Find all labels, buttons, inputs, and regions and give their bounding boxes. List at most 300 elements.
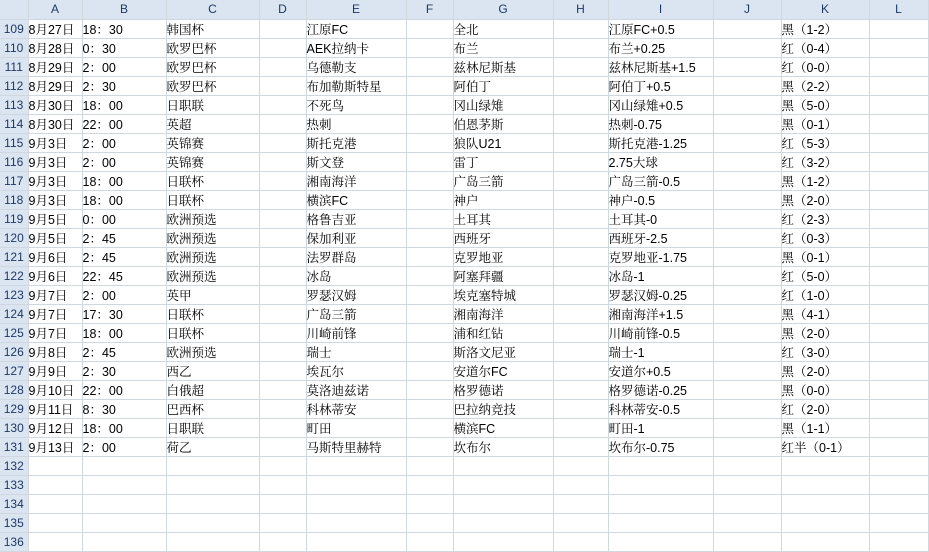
cell-home-team[interactable]: 川崎前锋 — [306, 323, 406, 342]
cell-league[interactable]: 韩国杯 — [166, 19, 259, 38]
column-header-j[interactable]: J — [713, 0, 781, 19]
cell-league[interactable]: 日职联 — [166, 95, 259, 114]
cell-l[interactable] — [869, 171, 928, 190]
cell-l[interactable] — [869, 266, 928, 285]
cell-j[interactable] — [713, 228, 781, 247]
cell-away-team[interactable]: 安道尔FC — [453, 361, 553, 380]
cell-f[interactable] — [406, 95, 453, 114]
cell-d[interactable] — [259, 76, 306, 95]
cell-time[interactable]: 18：30 — [82, 19, 166, 38]
cell-l[interactable] — [869, 76, 928, 95]
cell-l[interactable] — [869, 342, 928, 361]
cell-league[interactable]: 巴西杯 — [166, 399, 259, 418]
cell-handicap[interactable] — [608, 475, 713, 494]
table-row[interactable] — [0, 114, 928, 133]
cell-h[interactable] — [553, 247, 608, 266]
row-header[interactable]: 131 — [0, 437, 28, 456]
row-header[interactable]: 127 — [0, 361, 28, 380]
cell-l[interactable] — [869, 304, 928, 323]
cell-league[interactable]: 西乙 — [166, 361, 259, 380]
cell-date[interactable]: 8月29日 — [28, 76, 82, 95]
column-header-k[interactable]: K — [781, 0, 869, 19]
cell-time[interactable]: 22：45 — [82, 266, 166, 285]
cell-away-team[interactable]: 神户 — [453, 190, 553, 209]
cell-date[interactable]: 8月29日 — [28, 57, 82, 76]
cell-time[interactable] — [82, 475, 166, 494]
cell-h[interactable] — [553, 532, 608, 551]
cell-handicap[interactable]: 广岛三箭-0.5 — [608, 171, 713, 190]
cell-handicap[interactable] — [608, 513, 713, 532]
cell-f[interactable] — [406, 228, 453, 247]
cell-home-team[interactable]: 布加勒斯特星 — [306, 76, 406, 95]
cell-f[interactable] — [406, 285, 453, 304]
cell-l[interactable] — [869, 19, 928, 38]
cell-handicap[interactable]: 安道尔+0.5 — [608, 361, 713, 380]
cell-result[interactable]: 红（2-0） — [781, 399, 869, 418]
cell-date[interactable]: 9月7日 — [28, 304, 82, 323]
cell-d[interactable] — [259, 152, 306, 171]
cell-date[interactable]: 9月3日 — [28, 171, 82, 190]
column-header-a[interactable]: A — [28, 0, 82, 19]
cell-h[interactable] — [553, 152, 608, 171]
cell-d[interactable] — [259, 418, 306, 437]
cell-f[interactable] — [406, 171, 453, 190]
cell-d[interactable] — [259, 456, 306, 475]
table-row[interactable] — [0, 171, 928, 190]
cell-f[interactable] — [406, 380, 453, 399]
cell-home-team[interactable]: 町田 — [306, 418, 406, 437]
cell-h[interactable] — [553, 228, 608, 247]
cell-time[interactable]: 18：00 — [82, 95, 166, 114]
cell-away-team[interactable]: 格罗德诺 — [453, 380, 553, 399]
cell-away-team[interactable]: 克罗地亚 — [453, 247, 553, 266]
cell-result[interactable]: 红（0-0） — [781, 57, 869, 76]
cell-home-team[interactable]: 江原FC — [306, 19, 406, 38]
cell-result[interactable] — [781, 456, 869, 475]
cell-home-team[interactable] — [306, 494, 406, 513]
table-row[interactable] — [0, 266, 928, 285]
cell-l[interactable] — [869, 399, 928, 418]
cell-h[interactable] — [553, 209, 608, 228]
cell-result[interactable]: 红（2-3） — [781, 209, 869, 228]
cell-f[interactable] — [406, 342, 453, 361]
cell-time[interactable]: 2：45 — [82, 342, 166, 361]
cell-time[interactable]: 18：00 — [82, 190, 166, 209]
cell-l[interactable] — [869, 228, 928, 247]
table-row[interactable] — [0, 475, 928, 494]
cell-date[interactable]: 9月3日 — [28, 133, 82, 152]
cell-away-team[interactable]: 湘南海洋 — [453, 304, 553, 323]
cell-time[interactable]: 2：00 — [82, 57, 166, 76]
cell-l[interactable] — [869, 152, 928, 171]
cell-home-team[interactable]: 罗瑟汉姆 — [306, 285, 406, 304]
cell-j[interactable] — [713, 304, 781, 323]
cell-away-team[interactable]: 布兰 — [453, 38, 553, 57]
cell-f[interactable] — [406, 494, 453, 513]
cell-l[interactable] — [869, 190, 928, 209]
cell-time[interactable]: 2：45 — [82, 247, 166, 266]
cell-handicap[interactable]: 2.75大球 — [608, 152, 713, 171]
cell-league[interactable]: 欧洲预选 — [166, 209, 259, 228]
cell-d[interactable] — [259, 171, 306, 190]
cell-result[interactable]: 红（5-0） — [781, 266, 869, 285]
cell-home-team[interactable]: 莫洛迪兹诺 — [306, 380, 406, 399]
cell-l[interactable] — [869, 475, 928, 494]
cell-home-team[interactable]: 湘南海洋 — [306, 171, 406, 190]
cell-d[interactable] — [259, 133, 306, 152]
cell-result[interactable]: 黑（5-0） — [781, 95, 869, 114]
cell-away-team[interactable]: 斯洛文尼亚 — [453, 342, 553, 361]
cell-j[interactable] — [713, 133, 781, 152]
cell-l[interactable] — [869, 361, 928, 380]
cell-home-team[interactable]: 横滨FC — [306, 190, 406, 209]
cell-date[interactable]: 9月3日 — [28, 190, 82, 209]
cell-result[interactable]: 红（3-2） — [781, 152, 869, 171]
cell-handicap[interactable]: 布兰+0.25 — [608, 38, 713, 57]
cell-result[interactable] — [781, 475, 869, 494]
table-row[interactable] — [0, 38, 928, 57]
cell-l[interactable] — [869, 114, 928, 133]
cell-home-team[interactable]: 斯托克港 — [306, 133, 406, 152]
cell-j[interactable] — [713, 266, 781, 285]
cell-date[interactable] — [28, 456, 82, 475]
cell-home-team[interactable]: 不死鸟 — [306, 95, 406, 114]
cell-l[interactable] — [869, 494, 928, 513]
cell-l[interactable] — [869, 95, 928, 114]
cell-home-team[interactable]: 保加利亚 — [306, 228, 406, 247]
column-header-l[interactable]: L — [869, 0, 928, 19]
cell-result[interactable]: 黑（0-0） — [781, 380, 869, 399]
cell-h[interactable] — [553, 76, 608, 95]
cell-league[interactable]: 日联杯 — [166, 171, 259, 190]
cell-l[interactable] — [869, 209, 928, 228]
cell-home-team[interactable]: 瑞士 — [306, 342, 406, 361]
row-header[interactable]: 110 — [0, 38, 28, 57]
row-header[interactable]: 133 — [0, 475, 28, 494]
cell-result[interactable]: 黑（4-1） — [781, 304, 869, 323]
cell-handicap[interactable]: 克罗地亚-1.75 — [608, 247, 713, 266]
cell-league[interactable] — [166, 532, 259, 551]
table-row[interactable] — [0, 456, 928, 475]
cell-handicap[interactable]: 坎布尔-0.75 — [608, 437, 713, 456]
cell-f[interactable] — [406, 190, 453, 209]
cell-d[interactable] — [259, 475, 306, 494]
cell-d[interactable] — [259, 361, 306, 380]
column-header-h[interactable]: H — [553, 0, 608, 19]
cell-away-team[interactable] — [453, 532, 553, 551]
cell-f[interactable] — [406, 304, 453, 323]
table-row[interactable] — [0, 513, 928, 532]
cell-home-team[interactable]: 科林蒂安 — [306, 399, 406, 418]
cell-f[interactable] — [406, 437, 453, 456]
cell-date[interactable]: 9月8日 — [28, 342, 82, 361]
cell-l[interactable] — [869, 456, 928, 475]
cell-j[interactable] — [713, 342, 781, 361]
cell-result[interactable]: 红（1-0） — [781, 285, 869, 304]
cell-l[interactable] — [869, 418, 928, 437]
cell-home-team[interactable]: AEK拉纳卡 — [306, 38, 406, 57]
cell-league[interactable]: 欧洲预选 — [166, 247, 259, 266]
cell-result[interactable]: 黑（0-1） — [781, 114, 869, 133]
cell-league[interactable]: 欧罗巴杯 — [166, 38, 259, 57]
cell-away-team[interactable]: 埃克塞特城 — [453, 285, 553, 304]
cell-time[interactable]: 18：00 — [82, 323, 166, 342]
cell-away-team[interactable] — [453, 513, 553, 532]
cell-j[interactable] — [713, 380, 781, 399]
cell-home-team[interactable]: 法罗群岛 — [306, 247, 406, 266]
cell-league[interactable]: 日联杯 — [166, 190, 259, 209]
cell-away-team[interactable]: 阿塞拜疆 — [453, 266, 553, 285]
cell-j[interactable] — [713, 532, 781, 551]
cell-l[interactable] — [869, 380, 928, 399]
cell-handicap[interactable]: 斯托克港-1.25 — [608, 133, 713, 152]
cell-away-team[interactable]: 狼队U21 — [453, 133, 553, 152]
cell-j[interactable] — [713, 513, 781, 532]
cell-result[interactable]: 红（5-3） — [781, 133, 869, 152]
cell-h[interactable] — [553, 513, 608, 532]
row-header[interactable]: 117 — [0, 171, 28, 190]
cell-result[interactable] — [781, 494, 869, 513]
cell-j[interactable] — [713, 114, 781, 133]
cell-handicap[interactable]: 川崎前锋-0.5 — [608, 323, 713, 342]
cell-time[interactable]: 2：00 — [82, 152, 166, 171]
row-header[interactable]: 123 — [0, 285, 28, 304]
cell-handicap[interactable] — [608, 494, 713, 513]
table-row[interactable] — [0, 418, 928, 437]
cell-away-team[interactable]: 伯恩茅斯 — [453, 114, 553, 133]
cell-h[interactable] — [553, 399, 608, 418]
cell-h[interactable] — [553, 437, 608, 456]
cell-j[interactable] — [713, 171, 781, 190]
row-header[interactable]: 109 — [0, 19, 28, 38]
cell-h[interactable] — [553, 494, 608, 513]
cell-result[interactable]: 红（3-0） — [781, 342, 869, 361]
cell-h[interactable] — [553, 19, 608, 38]
cell-home-team[interactable] — [306, 475, 406, 494]
cell-date[interactable] — [28, 513, 82, 532]
cell-away-team[interactable]: 冈山绿雉 — [453, 95, 553, 114]
cell-time[interactable] — [82, 532, 166, 551]
row-header[interactable]: 122 — [0, 266, 28, 285]
table-row[interactable] — [0, 323, 928, 342]
cell-away-team[interactable]: 广岛三箭 — [453, 171, 553, 190]
cell-handicap[interactable] — [608, 456, 713, 475]
table-row[interactable] — [0, 285, 928, 304]
cell-league[interactable] — [166, 475, 259, 494]
cell-time[interactable] — [82, 513, 166, 532]
cell-l[interactable] — [869, 133, 928, 152]
cell-d[interactable] — [259, 285, 306, 304]
cell-h[interactable] — [553, 323, 608, 342]
table-row[interactable] — [0, 190, 928, 209]
cell-home-team[interactable] — [306, 513, 406, 532]
cell-result[interactable]: 黑（2-0） — [781, 323, 869, 342]
cell-result[interactable]: 红（0-4） — [781, 38, 869, 57]
cell-h[interactable] — [553, 456, 608, 475]
cell-league[interactable]: 欧洲预选 — [166, 342, 259, 361]
cell-date[interactable] — [28, 494, 82, 513]
cell-result[interactable]: 黑（2-2） — [781, 76, 869, 95]
cell-time[interactable]: 0：00 — [82, 209, 166, 228]
row-header[interactable]: 111 — [0, 57, 28, 76]
row-header[interactable]: 129 — [0, 399, 28, 418]
row-header[interactable]: 130 — [0, 418, 28, 437]
cell-f[interactable] — [406, 76, 453, 95]
table-row[interactable] — [0, 209, 928, 228]
select-all-corner[interactable] — [0, 0, 28, 19]
cell-d[interactable] — [259, 57, 306, 76]
cell-home-team[interactable]: 格鲁吉亚 — [306, 209, 406, 228]
cell-j[interactable] — [713, 399, 781, 418]
cell-time[interactable] — [82, 494, 166, 513]
row-header[interactable]: 115 — [0, 133, 28, 152]
cell-f[interactable] — [406, 456, 453, 475]
cell-f[interactable] — [406, 57, 453, 76]
cell-league[interactable]: 欧洲预选 — [166, 266, 259, 285]
cell-handicap[interactable]: 冰岛-1 — [608, 266, 713, 285]
cell-h[interactable] — [553, 95, 608, 114]
cell-date[interactable]: 9月10日 — [28, 380, 82, 399]
cell-result[interactable]: 黑（1-2） — [781, 171, 869, 190]
cell-d[interactable] — [259, 266, 306, 285]
row-header[interactable]: 125 — [0, 323, 28, 342]
table-row[interactable] — [0, 57, 928, 76]
cell-away-team[interactable]: 雷丁 — [453, 152, 553, 171]
cell-date[interactable]: 8月27日 — [28, 19, 82, 38]
cell-f[interactable] — [406, 532, 453, 551]
cell-h[interactable] — [553, 285, 608, 304]
cell-d[interactable] — [259, 304, 306, 323]
cell-date[interactable]: 9月6日 — [28, 266, 82, 285]
cell-league[interactable]: 英锦赛 — [166, 152, 259, 171]
cell-time[interactable]: 17：30 — [82, 304, 166, 323]
cell-l[interactable] — [869, 38, 928, 57]
cell-j[interactable] — [713, 95, 781, 114]
row-header[interactable]: 136 — [0, 532, 28, 551]
column-header-g[interactable]: G — [453, 0, 553, 19]
cell-f[interactable] — [406, 247, 453, 266]
cell-d[interactable] — [259, 513, 306, 532]
row-header[interactable]: 121 — [0, 247, 28, 266]
cell-handicap[interactable] — [608, 532, 713, 551]
column-header-b[interactable]: B — [82, 0, 166, 19]
cell-h[interactable] — [553, 38, 608, 57]
cell-j[interactable] — [713, 190, 781, 209]
cell-date[interactable]: 9月12日 — [28, 418, 82, 437]
cell-d[interactable] — [259, 342, 306, 361]
cell-f[interactable] — [406, 475, 453, 494]
cell-f[interactable] — [406, 38, 453, 57]
cell-j[interactable] — [713, 19, 781, 38]
cell-d[interactable] — [259, 95, 306, 114]
cell-result[interactable]: 黑（2-0） — [781, 361, 869, 380]
cell-f[interactable] — [406, 266, 453, 285]
cell-time[interactable]: 2：00 — [82, 133, 166, 152]
row-header[interactable]: 135 — [0, 513, 28, 532]
row-header[interactable]: 116 — [0, 152, 28, 171]
column-header-d[interactable]: D — [259, 0, 306, 19]
cell-h[interactable] — [553, 304, 608, 323]
cell-handicap[interactable]: 冈山绿雉+0.5 — [608, 95, 713, 114]
table-row[interactable] — [0, 399, 928, 418]
table-row[interactable] — [0, 342, 928, 361]
cell-time[interactable] — [82, 456, 166, 475]
table-row[interactable] — [0, 152, 928, 171]
cell-date[interactable]: 9月13日 — [28, 437, 82, 456]
cell-time[interactable]: 18：00 — [82, 418, 166, 437]
table-row[interactable] — [0, 76, 928, 95]
cell-time[interactable]: 2：30 — [82, 361, 166, 380]
column-header-e[interactable]: E — [306, 0, 406, 19]
cell-handicap[interactable]: 格罗德诺-0.25 — [608, 380, 713, 399]
cell-l[interactable] — [869, 285, 928, 304]
cell-j[interactable] — [713, 57, 781, 76]
cell-league[interactable] — [166, 494, 259, 513]
cell-f[interactable] — [406, 361, 453, 380]
table-row[interactable] — [0, 247, 928, 266]
cell-time[interactable]: 2：00 — [82, 285, 166, 304]
row-header[interactable]: 112 — [0, 76, 28, 95]
cell-d[interactable] — [259, 38, 306, 57]
cell-l[interactable] — [869, 513, 928, 532]
cell-away-team[interactable]: 坎布尔 — [453, 437, 553, 456]
cell-l[interactable] — [869, 437, 928, 456]
cell-time[interactable]: 2：45 — [82, 228, 166, 247]
cell-d[interactable] — [259, 247, 306, 266]
cell-f[interactable] — [406, 513, 453, 532]
cell-j[interactable] — [713, 437, 781, 456]
cell-handicap[interactable]: 瑞士-1 — [608, 342, 713, 361]
cell-d[interactable] — [259, 399, 306, 418]
cell-away-team[interactable]: 巴拉纳竞技 — [453, 399, 553, 418]
table-row[interactable] — [0, 95, 928, 114]
cell-home-team[interactable] — [306, 532, 406, 551]
cell-league[interactable]: 荷乙 — [166, 437, 259, 456]
column-header-i[interactable]: I — [608, 0, 713, 19]
cell-f[interactable] — [406, 209, 453, 228]
cell-date[interactable]: 9月9日 — [28, 361, 82, 380]
cell-f[interactable] — [406, 399, 453, 418]
cell-home-team[interactable] — [306, 456, 406, 475]
cell-d[interactable] — [259, 437, 306, 456]
cell-handicap[interactable]: 西班牙-2.5 — [608, 228, 713, 247]
row-header[interactable]: 119 — [0, 209, 28, 228]
cell-d[interactable] — [259, 228, 306, 247]
cell-date[interactable]: 8月28日 — [28, 38, 82, 57]
cell-league[interactable]: 欧罗巴杯 — [166, 76, 259, 95]
cell-home-team[interactable]: 斯文登 — [306, 152, 406, 171]
cell-time[interactable]: 22：00 — [82, 380, 166, 399]
table-row[interactable] — [0, 361, 928, 380]
cell-j[interactable] — [713, 285, 781, 304]
cell-l[interactable] — [869, 247, 928, 266]
cell-d[interactable] — [259, 209, 306, 228]
cell-league[interactable]: 日联杯 — [166, 323, 259, 342]
cell-handicap[interactable]: 罗瑟汉姆-0.25 — [608, 285, 713, 304]
cell-away-team[interactable]: 土耳其 — [453, 209, 553, 228]
cell-league[interactable]: 英甲 — [166, 285, 259, 304]
row-header[interactable]: 128 — [0, 380, 28, 399]
cell-f[interactable] — [406, 114, 453, 133]
cell-league[interactable]: 日职联 — [166, 418, 259, 437]
cell-handicap[interactable]: 土耳其-0 — [608, 209, 713, 228]
table-row[interactable] — [0, 19, 928, 38]
cell-home-team[interactable]: 广岛三箭 — [306, 304, 406, 323]
cell-d[interactable] — [259, 19, 306, 38]
cell-h[interactable] — [553, 380, 608, 399]
cell-result[interactable]: 黑（2-0） — [781, 190, 869, 209]
cell-h[interactable] — [553, 190, 608, 209]
